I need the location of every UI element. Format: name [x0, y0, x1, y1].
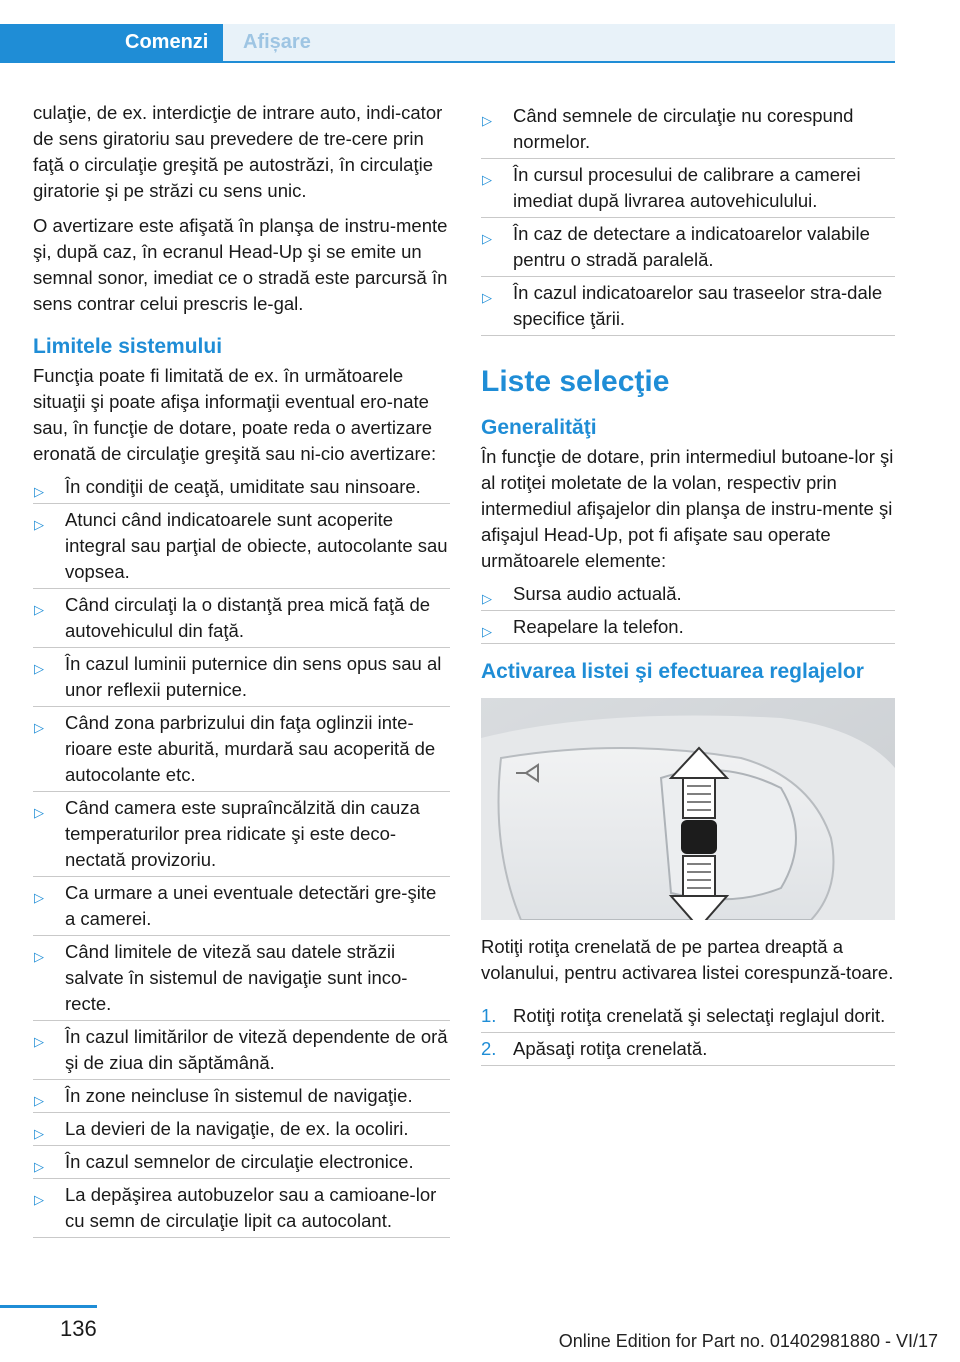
list-item	[33, 707, 450, 792]
display-items-list	[481, 578, 895, 644]
triangle-right-icon: ▷	[482, 290, 492, 305]
page-number-rule	[0, 1305, 97, 1308]
triangle-right-icon: ▷	[482, 172, 492, 187]
triangle-right-icon: ▷	[34, 602, 44, 617]
list-item-text: La devieri de la navigaţie, de ex. la ocoliri.	[65, 1118, 409, 1139]
list-item	[481, 611, 895, 644]
triangle-right-icon: ▷	[34, 1159, 44, 1174]
list-item	[33, 1113, 450, 1146]
list-item-text: Când circulaţi la o distanţă prea mică faţă de autovehiculul din faţă.	[65, 594, 431, 641]
header-divider	[0, 61, 895, 63]
list-item	[481, 578, 895, 611]
paragraph: Funcţia poate fi limitată de ex. în următoarele situaţii şi poate afişa informaţii eventual ero‐nate sau, în funcţie de dotare, poate reda o avertizare eronată de circulaţie greşită sau ni‐cio avertizare:	[33, 365, 437, 464]
section-heading: Limitele sistemului	[33, 335, 223, 358]
section-title: Liste selecţie	[481, 365, 670, 398]
list-item	[33, 792, 450, 877]
list-item	[33, 1146, 450, 1179]
triangle-right-icon: ▷	[34, 890, 44, 905]
tab-comenzi[interactable]: Comenzi	[0, 24, 223, 61]
triangle-right-icon: ▷	[34, 661, 44, 676]
triangle-right-icon: ▷	[34, 720, 44, 735]
paragraph: O avertizare este afişată în planşa de instru‐mente şi, după caz, în ecranul Head-Up şi se emite un semnal sonor, imediat ce o stradă este parcursă în sens contrar celui prescris le‐gal.	[33, 215, 448, 314]
steps-list	[481, 1000, 895, 1066]
list-item-text: În condiţii de ceaţă, umiditate sau ninsoare.	[65, 476, 421, 497]
list-item-text: Atunci când indicatoarele sunt acoperite integral sau parţial de obiecte, autocolante sau vopsea.	[65, 509, 448, 582]
triangle-right-icon: ▷	[34, 1034, 44, 1049]
header	[0, 0, 960, 64]
triangle-right-icon: ▷	[34, 1126, 44, 1141]
step-item	[481, 1000, 895, 1033]
list-item-text: Când limitele de viteză sau datele străzii salvate în sistemul de navigaţie sunt inco‐recte.	[65, 941, 408, 1014]
triangle-right-icon: ▷	[482, 231, 492, 246]
triangle-right-icon: ▷	[34, 805, 44, 820]
triangle-right-icon: ▷	[34, 1192, 44, 1207]
triangle-right-icon: ▷	[482, 591, 492, 606]
step-number: 2.	[481, 1038, 497, 1059]
list-item-text: Când camera este supraîncălzită din cauza temperaturilor prea ridicate şi este deco‐nectată provizoriu.	[65, 797, 420, 870]
list-item-text: În cazul limitărilor de viteză dependente de oră şi de ziua din săptămână.	[65, 1026, 448, 1073]
triangle-right-icon: ▷	[482, 624, 492, 639]
list-item-text: Când semnele de circulaţie nu corespund normelor.	[513, 105, 854, 152]
list-item-text: La depăşirea autobuzelor sau a camioane‐lor cu semn de circulaţie lipit ca autocolant.	[65, 1184, 437, 1231]
list-item-text: Reapelare la telefon.	[513, 616, 684, 637]
right-column	[481, 100, 895, 1066]
sub-heading: Activarea listei şi efectuarea reglajelor	[481, 660, 864, 683]
paragraph: Rotiţi rotiţa crenelată de pe partea dreaptă a volanului, pentru activarea listei corespunză‐toare.	[481, 936, 894, 983]
list-item-text: În caz de detectare a indicatoarelor valabile pentru o stradă paralelă.	[513, 223, 870, 270]
left-column	[33, 100, 450, 1238]
list-item-text: În cazul indicatoarelor sau traseelor stra‐dale specifice ţării.	[513, 282, 883, 329]
triangle-right-icon: ▷	[34, 517, 44, 532]
step-text: Rotiţi rotiţa crenelată şi selectaţi reglajul dorit.	[513, 1005, 886, 1026]
step-number: 1.	[481, 1005, 497, 1026]
triangle-right-icon: ▷	[482, 113, 492, 128]
limits-list-continued	[481, 100, 895, 336]
list-item	[33, 589, 450, 648]
triangle-right-icon: ▷	[34, 1093, 44, 1108]
steering-wheel-figure	[481, 698, 895, 920]
list-item	[33, 1179, 450, 1238]
triangle-right-icon: ▷	[34, 949, 44, 964]
step-text: Apăsaţi rotiţa crenelată.	[513, 1038, 708, 1059]
list-item	[33, 504, 450, 589]
list-item-text: În cazul luminii puternice din sens opus sau al unor reflexii puternice.	[65, 653, 442, 700]
list-item	[33, 1080, 450, 1113]
list-item-text: Sursa audio actuală.	[513, 583, 682, 604]
paragraph: În funcţie de dotare, prin intermediul butoane‐lor şi al rotiţei moletate de la volan, respectiv prin intermediul afişajelor din planşa de instru‐mente şi afişajul Head-Up, pot fi afişate sau operate următoarele elemente:	[481, 446, 894, 571]
edition-footer: Online Edition for Part no. 01402981880 - VI/17	[558, 1331, 938, 1351]
list-item-text: În zone neincluse în sistemul de navigaţie.	[65, 1085, 413, 1106]
page-number: 136	[60, 1316, 97, 1341]
list-item	[481, 100, 895, 159]
list-item	[33, 471, 450, 504]
list-item-text: Ca urmare a unei eventuale detectări gre‐şite a camerei.	[65, 882, 437, 929]
list-item	[33, 936, 450, 1021]
sub-heading: Generalităţi	[481, 416, 597, 439]
limits-list	[33, 471, 450, 1238]
list-item-text: Când zona parbrizului din faţa oglinzii inte‐rioare este aburită, murdară sau acoperită de autocolante etc.	[65, 712, 436, 785]
tab-afisare[interactable]: Afișare	[223, 24, 895, 61]
list-item	[33, 648, 450, 707]
list-item	[481, 218, 895, 277]
list-item	[481, 159, 895, 218]
list-item	[481, 277, 895, 336]
step-item	[481, 1033, 895, 1066]
list-item-text: În cazul semnelor de circulaţie electronice.	[65, 1151, 414, 1172]
list-item	[33, 877, 450, 936]
list-item-text: În cursul procesului de calibrare a camerei imediat după livrarea autovehiculului.	[513, 164, 861, 211]
triangle-right-icon: ▷	[34, 484, 44, 499]
list-item	[33, 1021, 450, 1080]
paragraph: culaţie, de ex. interdicţie de intrare auto, indi‐cator de sens giratoriu sau prevedere de tre‐cere prin faţă o circulaţie greşită pe autostrăzi, în circulaţie giratorie şi pe străzi cu sens unic.	[33, 102, 443, 201]
